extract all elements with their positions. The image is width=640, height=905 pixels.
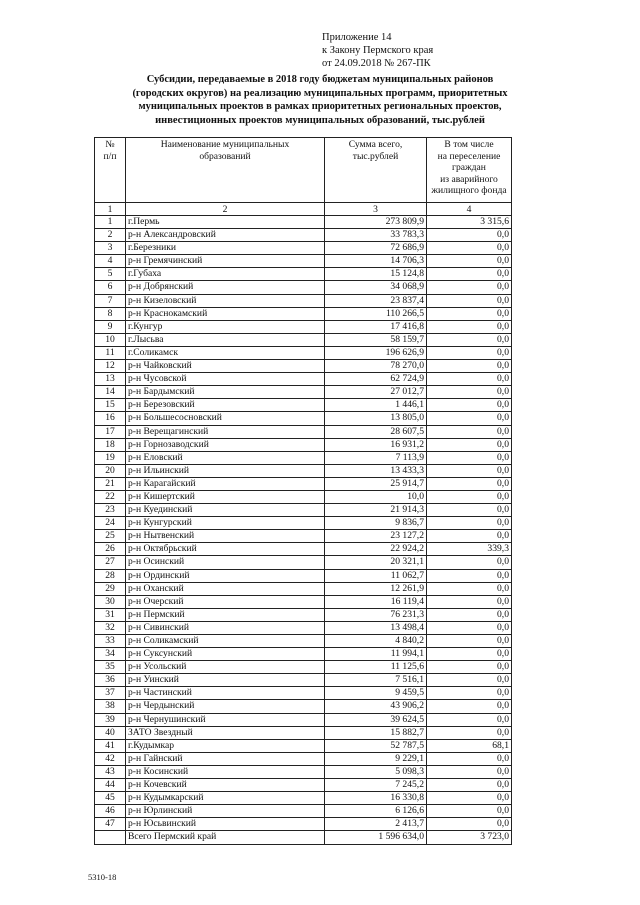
- row-number: 45: [95, 792, 126, 805]
- total-amount: 9 836,7: [325, 517, 427, 530]
- header-text: Сумма всего,: [348, 139, 403, 150]
- total-amount: 16 330,8: [325, 792, 427, 805]
- table-row: [95, 438, 512, 451]
- resettlement-amount: 0,0: [427, 451, 512, 464]
- municipality-name: р-н Юсьвинский: [126, 818, 325, 831]
- row-number: 33: [95, 635, 126, 648]
- column-number-row: [95, 203, 512, 216]
- total-amount: 39 624,5: [325, 713, 427, 726]
- header-text: тыс.рублей: [352, 150, 399, 162]
- municipality-name: р-н Ординский: [126, 569, 325, 582]
- row-number: 44: [95, 779, 126, 792]
- municipality-name: г.Березники: [126, 242, 325, 255]
- municipality-name: р-н Частинский: [126, 687, 325, 700]
- resettlement-amount: 0,0: [427, 268, 512, 281]
- table-row: [95, 294, 512, 307]
- table-row: [95, 700, 512, 713]
- total-amount: 72 686,9: [325, 242, 427, 255]
- table-row: [95, 346, 512, 359]
- row-number: 11: [95, 346, 126, 359]
- row-number: 32: [95, 621, 126, 634]
- municipality-name: р-н Куединский: [126, 504, 325, 517]
- row-number: 12: [95, 360, 126, 373]
- table-row: [95, 726, 512, 739]
- municipality-name: р-н Косинский: [126, 765, 325, 778]
- row-number: 47: [95, 818, 126, 831]
- row-number: 13: [95, 373, 126, 386]
- table-row: [95, 635, 512, 648]
- row-number: 34: [95, 648, 126, 661]
- subsidy-table: [94, 137, 512, 845]
- total-amount: 23 837,4: [325, 294, 427, 307]
- table-row: [95, 608, 512, 621]
- municipality-name: р-н Еловский: [126, 451, 325, 464]
- table-row: [95, 268, 512, 281]
- header-text: образований: [199, 150, 251, 162]
- total-amount: 76 231,3: [325, 608, 427, 621]
- total-amount: 11 125,6: [325, 661, 427, 674]
- table-body: [95, 216, 512, 845]
- title-line: муниципальных проектов в рамках приоритетных региональных проектов,: [138, 101, 502, 112]
- table-row: [95, 412, 512, 425]
- table-row: [95, 687, 512, 700]
- table-row: [95, 779, 512, 792]
- resettlement-amount: 0,0: [427, 765, 512, 778]
- table-row: [95, 229, 512, 242]
- resettlement-amount: 0,0: [427, 294, 512, 307]
- table-row: [95, 752, 512, 765]
- municipality-name: р-н Кунгурский: [126, 517, 325, 530]
- resettlement-amount: 3 315,6: [427, 216, 512, 229]
- resettlement-amount: 0,0: [427, 307, 512, 320]
- resettlement-amount: 0,0: [427, 700, 512, 713]
- table-row: [95, 713, 512, 726]
- table-row: [95, 360, 512, 373]
- row-number: 16: [95, 412, 126, 425]
- resettlement-amount: 0,0: [427, 779, 512, 792]
- municipality-name: р-н Суксунский: [126, 648, 325, 661]
- total-amount: 33 783,3: [325, 229, 427, 242]
- row-number: 8: [95, 307, 126, 320]
- row-number: 30: [95, 595, 126, 608]
- municipality-name: р-н Очерский: [126, 595, 325, 608]
- grand-total-resettlement: 3 723,0: [427, 831, 512, 844]
- table-row: [95, 739, 512, 752]
- table-row: [95, 661, 512, 674]
- row-number: 38: [95, 700, 126, 713]
- total-amount: 5 098,3: [325, 765, 427, 778]
- municipality-name: г.Кудымкар: [126, 739, 325, 752]
- row-number: 25: [95, 530, 126, 543]
- row-number: 29: [95, 582, 126, 595]
- total-amount: 16 119,4: [325, 595, 427, 608]
- total-amount: 4 840,2: [325, 635, 427, 648]
- header-row: [95, 138, 512, 203]
- total-amount: 22 924,2: [325, 543, 427, 556]
- column-number: 2: [126, 203, 325, 216]
- appendix-number: Приложение 14: [322, 32, 392, 43]
- total-amount: 25 914,7: [325, 477, 427, 490]
- table-row: [95, 556, 512, 569]
- row-number: 40: [95, 726, 126, 739]
- total-amount: 52 787,5: [325, 739, 427, 752]
- table-row: [95, 464, 512, 477]
- resettlement-amount: 0,0: [427, 490, 512, 503]
- total-amount: 10,0: [325, 490, 427, 503]
- resettlement-amount: 0,0: [427, 517, 512, 530]
- table-row: [95, 490, 512, 503]
- municipality-name: р-н Оханский: [126, 582, 325, 595]
- total-amount: 7 245,2: [325, 779, 427, 792]
- table-row: [95, 242, 512, 255]
- header-text: п/п: [103, 150, 117, 162]
- table-row: [95, 569, 512, 582]
- resettlement-amount: 0,0: [427, 412, 512, 425]
- row-number: 46: [95, 805, 126, 818]
- total-amount: 7 516,1: [325, 674, 427, 687]
- total-amount: 13 805,0: [325, 412, 427, 425]
- row-number: 15: [95, 399, 126, 412]
- resettlement-amount: 0,0: [427, 504, 512, 517]
- table-row: [95, 530, 512, 543]
- total-amount: 13 498,4: [325, 621, 427, 634]
- title-line: инвестиционных проектов муниципальных образований, тыс.рублей: [155, 114, 485, 126]
- row-number: 21: [95, 477, 126, 490]
- total-amount: 15 882,7: [325, 726, 427, 739]
- table-row: [95, 792, 512, 805]
- resettlement-amount: 0,0: [427, 360, 512, 373]
- resettlement-amount: 0,0: [427, 621, 512, 634]
- resettlement-amount: 0,0: [427, 674, 512, 687]
- table-row: [95, 818, 512, 831]
- municipality-name: р-н Добрянский: [126, 281, 325, 294]
- resettlement-amount: 0,0: [427, 687, 512, 700]
- municipality-name: р-н Александровский: [126, 229, 325, 242]
- row-number: 14: [95, 386, 126, 399]
- total-amount: 16 931,2: [325, 438, 427, 451]
- total-amount: 17 416,8: [325, 320, 427, 333]
- resettlement-amount: 0,0: [427, 818, 512, 831]
- header-text: из аварийного: [440, 173, 498, 185]
- row-number: 36: [95, 674, 126, 687]
- resettlement-amount: 0,0: [427, 713, 512, 726]
- table-row: [95, 320, 512, 333]
- resettlement-amount: 0,0: [427, 569, 512, 582]
- resettlement-amount: 0,0: [427, 333, 512, 346]
- total-amount: 11 062,7: [325, 569, 427, 582]
- municipality-name: г.Соликамск: [126, 346, 325, 359]
- total-amount: 27 012,7: [325, 386, 427, 399]
- row-number: 39: [95, 713, 126, 726]
- resettlement-amount: 0,0: [427, 373, 512, 386]
- resettlement-amount: 0,0: [427, 320, 512, 333]
- total-amount: 13 433,3: [325, 464, 427, 477]
- row-number: 10: [95, 333, 126, 346]
- title-line: Субсидии, передаваемые в 2018 году бюджетам муниципальных районов: [146, 74, 494, 85]
- total-amount: 196 626,9: [325, 346, 427, 359]
- resettlement-amount: 0,0: [427, 477, 512, 490]
- column-number: 1: [95, 203, 126, 216]
- table-row: [95, 333, 512, 346]
- municipality-name: р-н Большесосновский: [126, 412, 325, 425]
- row-number: 35: [95, 661, 126, 674]
- municipality-name: р-н Чайковский: [126, 360, 325, 373]
- table-row: [95, 386, 512, 399]
- table-row: [95, 648, 512, 661]
- resettlement-amount: 0,0: [427, 255, 512, 268]
- document-code: 5310-18: [88, 872, 117, 882]
- municipality-name: р-н Юрлинский: [126, 805, 325, 818]
- table-row: [95, 543, 512, 556]
- table-row: [95, 255, 512, 268]
- total-label: Всего Пермский край: [126, 831, 325, 844]
- col-header-resettlement: [427, 138, 512, 203]
- municipality-name: р-н Гремячинский: [126, 255, 325, 268]
- column-number: 4: [427, 203, 512, 216]
- row-number: 5: [95, 268, 126, 281]
- municipality-name: р-н Чердынский: [126, 700, 325, 713]
- resettlement-amount: 0,0: [427, 582, 512, 595]
- row-number: 3: [95, 242, 126, 255]
- row-number: 20: [95, 464, 126, 477]
- row-number: 28: [95, 569, 126, 582]
- row-number: 6: [95, 281, 126, 294]
- appendix-date: от 24.09.2018 № 267-ПК: [322, 58, 431, 69]
- col-header-total: [325, 138, 427, 203]
- total-amount: 1 446,1: [325, 399, 427, 412]
- table-row: [95, 621, 512, 634]
- municipality-name: р-н Кочевский: [126, 779, 325, 792]
- resettlement-amount: 0,0: [427, 229, 512, 242]
- table-row: [95, 451, 512, 464]
- table-row: [95, 399, 512, 412]
- municipality-name: р-н Бардымский: [126, 386, 325, 399]
- municipality-name: р-н Чусовской: [126, 373, 325, 386]
- row-number: 23: [95, 504, 126, 517]
- total-amount: 23 127,2: [325, 530, 427, 543]
- resettlement-amount: 0,0: [427, 281, 512, 294]
- municipality-name: р-н Кишертский: [126, 490, 325, 503]
- resettlement-amount: 0,0: [427, 386, 512, 399]
- total-amount: 12 261,9: [325, 582, 427, 595]
- resettlement-amount: 0,0: [427, 425, 512, 438]
- resettlement-amount: 0,0: [427, 595, 512, 608]
- resettlement-amount: 0,0: [427, 242, 512, 255]
- row-number: 42: [95, 752, 126, 765]
- title-line: (городских округов) на реализацию муниципальных программ, приоритетных: [132, 87, 508, 99]
- resettlement-amount: 0,0: [427, 752, 512, 765]
- row-number: 1: [95, 216, 126, 229]
- row-number: [95, 831, 126, 844]
- table-row: [95, 595, 512, 608]
- row-number: 7: [95, 294, 126, 307]
- total-amount: 273 809,9: [325, 216, 427, 229]
- header-text: граждан: [452, 162, 486, 173]
- resettlement-amount: 0,0: [427, 530, 512, 543]
- row-number: 17: [95, 425, 126, 438]
- row-number: 26: [95, 543, 126, 556]
- municipality-name: г.Лысьва: [126, 333, 325, 346]
- total-amount: 15 124,8: [325, 268, 427, 281]
- header-text: Наименование муниципальных: [160, 139, 290, 150]
- municipality-name: р-н Горнозаводский: [126, 438, 325, 451]
- municipality-name: г.Пермь: [126, 216, 325, 229]
- municipality-name: р-н Кизеловский: [126, 294, 325, 307]
- total-amount: 14 706,3: [325, 255, 427, 268]
- table-row: [95, 477, 512, 490]
- municipality-name: г.Кунгур: [126, 320, 325, 333]
- row-number: 22: [95, 490, 126, 503]
- municipality-name: р-н Сивинский: [126, 621, 325, 634]
- municipality-name: р-н Усольский: [126, 661, 325, 674]
- municipality-name: р-н Нытвенский: [126, 530, 325, 543]
- municipality-name: р-н Пермский: [126, 608, 325, 621]
- table-row: [95, 805, 512, 818]
- total-amount: 28 607,5: [325, 425, 427, 438]
- resettlement-amount: 0,0: [427, 608, 512, 621]
- header-text: жилищного фонда: [431, 185, 507, 196]
- column-number: 3: [325, 203, 427, 216]
- municipality-name: р-н Октябрьский: [126, 543, 325, 556]
- header-text: В том числе: [444, 139, 494, 150]
- total-amount: 7 113,9: [325, 451, 427, 464]
- row-number: 9: [95, 320, 126, 333]
- table-row: [95, 582, 512, 595]
- total-row: [95, 831, 512, 844]
- appendix-law: к Закону Пермского края: [322, 45, 434, 56]
- municipality-name: р-н Березовский: [126, 399, 325, 412]
- total-amount: 34 068,9: [325, 281, 427, 294]
- municipality-name: р-н Краснокамский: [126, 307, 325, 320]
- table-row: [95, 517, 512, 530]
- municipality-name: г.Губаха: [126, 268, 325, 281]
- municipality-name: р-н Верещагинский: [126, 425, 325, 438]
- resettlement-amount: 68,1: [427, 739, 512, 752]
- row-number: 2: [95, 229, 126, 242]
- total-amount: 21 914,3: [325, 504, 427, 517]
- table-row: [95, 281, 512, 294]
- row-number: 4: [95, 255, 126, 268]
- total-amount: 11 994,1: [325, 648, 427, 661]
- resettlement-amount: 0,0: [427, 438, 512, 451]
- total-amount: 9 229,1: [325, 752, 427, 765]
- resettlement-amount: 0,0: [427, 399, 512, 412]
- table-row: [95, 373, 512, 386]
- resettlement-amount: 0,0: [427, 661, 512, 674]
- table-row: [95, 425, 512, 438]
- row-number: 27: [95, 556, 126, 569]
- row-number: 31: [95, 608, 126, 621]
- row-number: 18: [95, 438, 126, 451]
- total-amount: 62 724,9: [325, 373, 427, 386]
- header-text: №: [105, 139, 115, 150]
- total-amount: 2 413,7: [325, 818, 427, 831]
- total-amount: 58 159,7: [325, 333, 427, 346]
- municipality-name: р-н Уинский: [126, 674, 325, 687]
- total-amount: 6 126,6: [325, 805, 427, 818]
- table-row: [95, 307, 512, 320]
- table-row: [95, 504, 512, 517]
- total-amount: 43 906,2: [325, 700, 427, 713]
- resettlement-amount: 0,0: [427, 346, 512, 359]
- table-row: [95, 216, 512, 229]
- municipality-name: р-н Осинский: [126, 556, 325, 569]
- municipality-name: р-н Карагайский: [126, 477, 325, 490]
- grand-total-amount: 1 596 634,0: [325, 831, 427, 844]
- municipality-name: р-н Соликамский: [126, 635, 325, 648]
- total-amount: 78 270,0: [325, 360, 427, 373]
- appendix-header: [322, 31, 433, 70]
- table-row: [95, 674, 512, 687]
- table-row: [95, 765, 512, 778]
- resettlement-amount: 0,0: [427, 464, 512, 477]
- resettlement-amount: 0,0: [427, 792, 512, 805]
- row-number: 37: [95, 687, 126, 700]
- municipality-name: ЗАТО Звездный: [126, 726, 325, 739]
- municipality-name: р-н Кудымкарский: [126, 792, 325, 805]
- resettlement-amount: 0,0: [427, 648, 512, 661]
- row-number: 19: [95, 451, 126, 464]
- resettlement-amount: 0,0: [427, 556, 512, 569]
- document-title: [96, 73, 544, 127]
- header-text: на переселение: [437, 150, 501, 162]
- total-amount: 110 266,5: [325, 307, 427, 320]
- resettlement-amount: 0,0: [427, 726, 512, 739]
- total-amount: 9 459,5: [325, 687, 427, 700]
- resettlement-amount: 0,0: [427, 635, 512, 648]
- municipality-name: р-н Ильинский: [126, 464, 325, 477]
- municipality-name: р-н Чернушинский: [126, 713, 325, 726]
- row-number: 24: [95, 517, 126, 530]
- resettlement-amount: 339,3: [427, 543, 512, 556]
- municipality-name: р-н Гайнский: [126, 752, 325, 765]
- row-number: 43: [95, 765, 126, 778]
- resettlement-amount: 0,0: [427, 805, 512, 818]
- col-header-number: [95, 138, 126, 203]
- total-amount: 20 321,1: [325, 556, 427, 569]
- col-header-name: [126, 138, 325, 203]
- row-number: 41: [95, 739, 126, 752]
